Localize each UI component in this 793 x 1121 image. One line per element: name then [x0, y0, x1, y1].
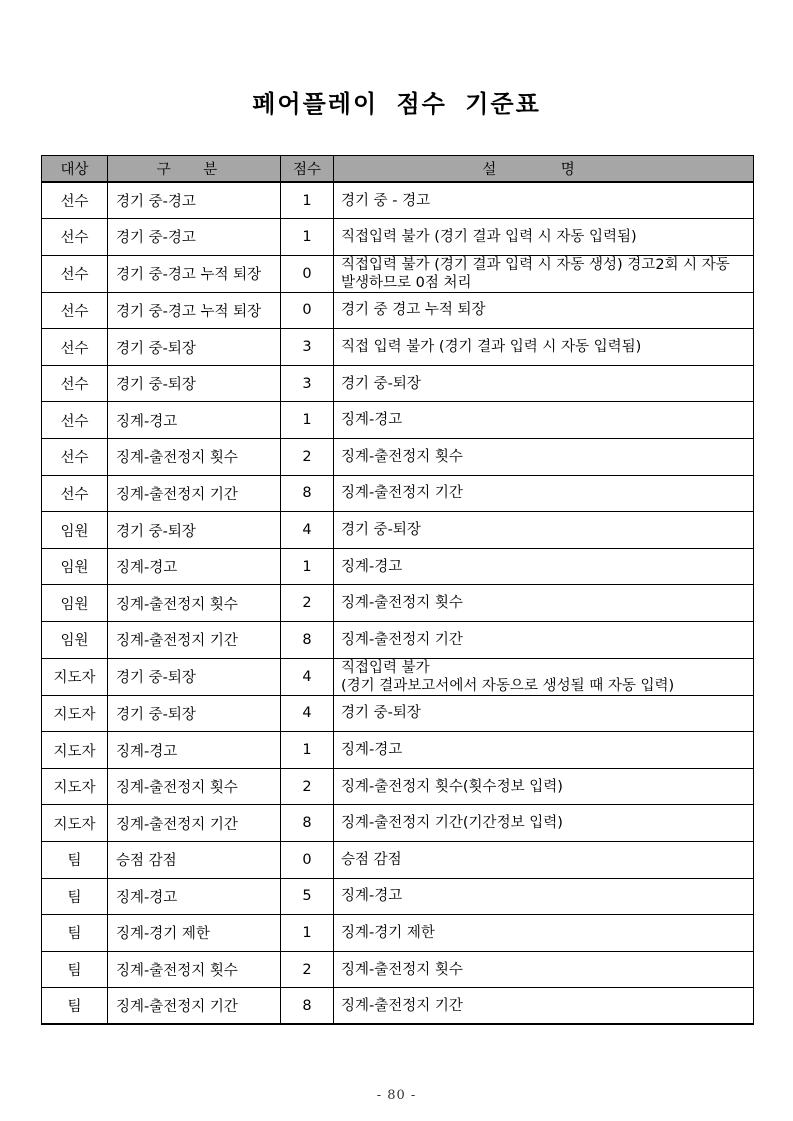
table-row — [42, 732, 754, 769]
cell-category: 징계-출전정지 기간 — [108, 622, 281, 659]
description-text: 징계-출전정지 횟수 — [341, 961, 463, 978]
description-text: 직접입력 불가 (경기 결과 입력 시 자동 입력됨) — [341, 228, 637, 245]
description-text: 직접 입력 불가 (경기 결과 입력 시 자동 입력됨) — [341, 339, 642, 356]
header-target: 대상 — [42, 156, 108, 183]
table-row — [42, 695, 754, 732]
cell-target: 선수 — [42, 475, 108, 512]
description-text: 징계-경고 — [341, 888, 403, 905]
cell-score: 0 — [281, 842, 334, 879]
cell-category: 징계-출전정지 횟수 — [108, 768, 281, 805]
cell-score: 2 — [281, 951, 334, 988]
cell-target: 임원 — [42, 548, 108, 585]
cell-description — [334, 182, 754, 219]
table-row — [42, 329, 754, 366]
description-text: 징계-출전정지 기간 — [341, 631, 463, 648]
cell-target: 팀 — [42, 842, 108, 879]
cell-description — [334, 878, 754, 915]
description-text: 징계-출전정지 기간 — [341, 997, 463, 1014]
cell-description — [334, 548, 754, 585]
table-body — [42, 182, 754, 1024]
header-description: 설 명 — [334, 156, 754, 183]
table-row — [42, 622, 754, 659]
cell-category: 경기 중-퇴장 — [108, 329, 281, 366]
cell-score: 3 — [281, 329, 334, 366]
cell-target: 선수 — [42, 182, 108, 219]
cell-score: 1 — [281, 732, 334, 769]
description-text: 직접입력 불가 (경기 결과 입력 시 자동 생성) 경고2회 시 자동 발생하므로 0점 처리 — [341, 256, 730, 291]
page-title: 페어플레이 점수 기준표 — [252, 90, 541, 118]
cell-category: 징계-출전정지 횟수 — [108, 951, 281, 988]
table-row — [42, 842, 754, 879]
table-row — [42, 292, 754, 329]
cell-target: 팀 — [42, 915, 108, 952]
cell-target: 임원 — [42, 585, 108, 622]
cell-category: 승점 감점 — [108, 842, 281, 879]
cell-description — [334, 585, 754, 622]
cell-category: 징계-출전정지 횟수 — [108, 585, 281, 622]
cell-description — [334, 658, 754, 695]
cell-category: 징계-경고 — [108, 548, 281, 585]
description-text: 징계-경고 — [341, 412, 403, 429]
cell-target: 선수 — [42, 329, 108, 366]
table-row — [42, 255, 754, 292]
table-row — [42, 658, 754, 695]
table-row — [42, 548, 754, 585]
cell-description — [334, 219, 754, 256]
cell-category: 경기 중-퇴장 — [108, 365, 281, 402]
cell-target: 팀 — [42, 988, 108, 1025]
cell-category: 징계-경고 — [108, 732, 281, 769]
cell-target: 팀 — [42, 878, 108, 915]
cell-score: 4 — [281, 658, 334, 695]
cell-description — [334, 768, 754, 805]
cell-description — [334, 439, 754, 476]
cell-description — [334, 622, 754, 659]
cell-score: 1 — [281, 402, 334, 439]
cell-category: 징계-출전정지 기간 — [108, 988, 281, 1025]
cell-score: 2 — [281, 768, 334, 805]
cell-category: 경기 중-경고 누적 퇴장 — [108, 292, 281, 329]
table-row — [42, 915, 754, 952]
cell-target: 선수 — [42, 219, 108, 256]
table-row — [42, 365, 754, 402]
cell-description — [334, 695, 754, 732]
cell-target: 팀 — [42, 951, 108, 988]
description-text: 징계-경기 제한 — [341, 924, 435, 941]
cell-score: 2 — [281, 585, 334, 622]
cell-description — [334, 329, 754, 366]
cell-score: 4 — [281, 512, 334, 549]
cell-description — [334, 255, 754, 292]
table-row — [42, 512, 754, 549]
header-category: 구 분 — [108, 156, 281, 183]
cell-description — [334, 805, 754, 842]
cell-target: 선수 — [42, 439, 108, 476]
cell-category: 경기 중-퇴장 — [108, 658, 281, 695]
cell-score: 4 — [281, 695, 334, 732]
cell-score: 1 — [281, 548, 334, 585]
cell-category: 징계-출전정지 기간 — [108, 475, 281, 512]
description-text: 징계-출전정지 횟수 — [341, 448, 463, 465]
page-number: - 80 - — [376, 1088, 417, 1103]
table-header-row — [42, 156, 754, 183]
table-row — [42, 805, 754, 842]
cell-target: 선수 — [42, 255, 108, 292]
cell-score: 8 — [281, 988, 334, 1025]
description-text: 징계-출전정지 기간(기간정보 입력) — [341, 815, 563, 832]
cell-target: 선수 — [42, 402, 108, 439]
cell-target: 지도자 — [42, 732, 108, 769]
description-text: 승점 감점 — [341, 851, 402, 868]
cell-target: 임원 — [42, 622, 108, 659]
cell-description — [334, 475, 754, 512]
description-text: 징계-경고 — [341, 558, 403, 575]
cell-score: 8 — [281, 475, 334, 512]
cell-score: 1 — [281, 915, 334, 952]
cell-category: 징계-출전정지 기간 — [108, 805, 281, 842]
description-text: 징계-출전정지 횟수(횟수정보 입력) — [341, 778, 563, 795]
cell-category: 징계-출전정지 횟수 — [108, 439, 281, 476]
cell-target: 지도자 — [42, 658, 108, 695]
header-score: 점수 — [281, 156, 334, 183]
cell-category: 경기 중-퇴장 — [108, 512, 281, 549]
cell-category: 경기 중-퇴장 — [108, 695, 281, 732]
cell-score: 3 — [281, 365, 334, 402]
cell-score: 8 — [281, 622, 334, 659]
cell-category: 징계-경기 제한 — [108, 915, 281, 952]
cell-score: 0 — [281, 255, 334, 292]
table-row — [42, 585, 754, 622]
cell-target: 선수 — [42, 292, 108, 329]
cell-description — [334, 732, 754, 769]
cell-target: 지도자 — [42, 695, 108, 732]
table-row — [42, 475, 754, 512]
table-row — [42, 878, 754, 915]
cell-description — [334, 402, 754, 439]
cell-category: 징계-경고 — [108, 402, 281, 439]
cell-score: 1 — [281, 219, 334, 256]
table-row — [42, 988, 754, 1025]
table-row — [42, 182, 754, 219]
cell-target: 임원 — [42, 512, 108, 549]
cell-score: 0 — [281, 292, 334, 329]
cell-score: 8 — [281, 805, 334, 842]
cell-description — [334, 988, 754, 1025]
cell-target: 지도자 — [42, 768, 108, 805]
description-text: 징계-출전정지 횟수 — [341, 595, 463, 612]
cell-score: 2 — [281, 439, 334, 476]
cell-category: 징계-경고 — [108, 878, 281, 915]
cell-category: 경기 중-경고 누적 퇴장 — [108, 255, 281, 292]
cell-category: 경기 중-경고 — [108, 182, 281, 219]
table-row — [42, 402, 754, 439]
cell-target: 선수 — [42, 365, 108, 402]
table-row — [42, 439, 754, 476]
description-text: 징계-출전정지 기간 — [341, 485, 463, 502]
cell-description — [334, 951, 754, 988]
cell-description — [334, 292, 754, 329]
cell-score: 5 — [281, 878, 334, 915]
cell-description — [334, 915, 754, 952]
description-text: 경기 중-퇴장 — [341, 375, 421, 392]
description-text: 경기 중 경고 누적 퇴장 — [341, 302, 486, 319]
description-text: 직접입력 불가 — [341, 659, 430, 676]
table-row — [42, 951, 754, 988]
score-table — [41, 155, 754, 1025]
table-row — [42, 219, 754, 256]
cell-description — [334, 842, 754, 879]
cell-score: 1 — [281, 182, 334, 219]
cell-category: 경기 중-경고 — [108, 219, 281, 256]
description-text: 징계-경고 — [341, 742, 403, 759]
description-text-line2: (경기 결과보고서에서 자동으로 생성될 때 자동 입력) — [341, 677, 675, 694]
table-row — [42, 768, 754, 805]
description-text: 경기 중 - 경고 — [341, 192, 431, 209]
cell-description — [334, 512, 754, 549]
cell-description — [334, 365, 754, 402]
description-text: 경기 중-퇴장 — [341, 522, 421, 539]
description-text: 경기 중-퇴장 — [341, 705, 421, 722]
cell-target: 지도자 — [42, 805, 108, 842]
